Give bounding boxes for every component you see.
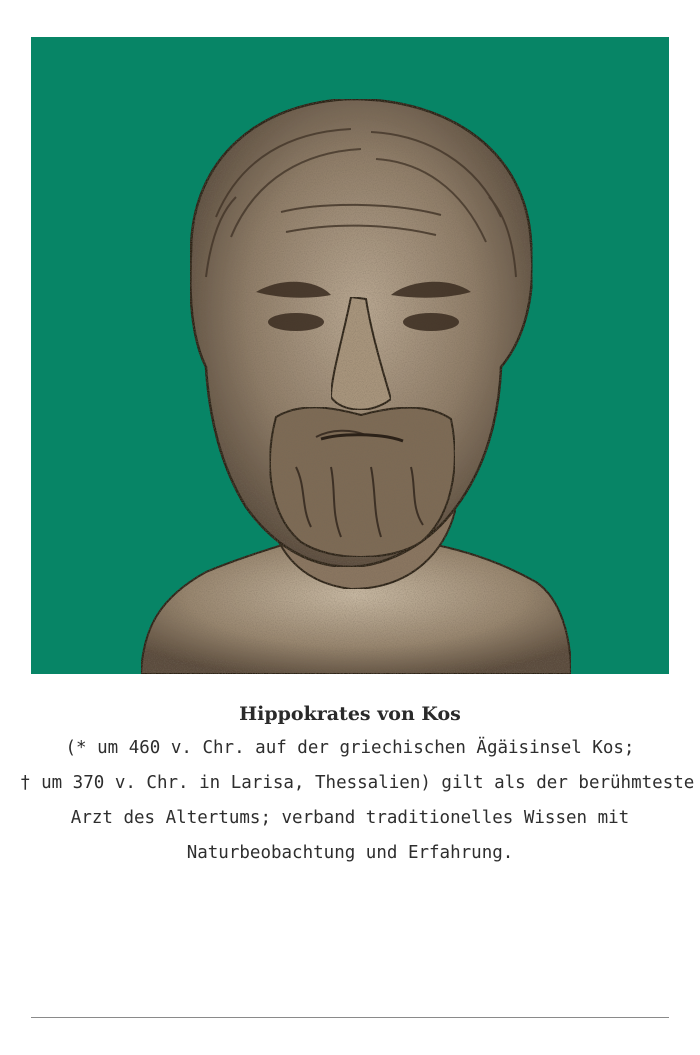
caption-title: Hippokrates von Kos (239, 703, 461, 725)
caption-line: Naturbeobachtung und Erfahrung. (186, 843, 514, 863)
hippocrates-bust-illustration (31, 37, 669, 674)
portrait-image (31, 37, 669, 674)
caption (20, 697, 695, 871)
caption-line: Arzt des Altertums; verband traditionelles Wissen mit (70, 808, 630, 828)
caption-line: (* um 460 v. Chr. auf der griechischen Ägäisinsel Kos; (65, 738, 635, 758)
caption-line: † um 370 v. Chr. in Larisa, Thessalien) gilt als der berühmteste (20, 773, 695, 793)
footer-divider (31, 1017, 669, 1018)
